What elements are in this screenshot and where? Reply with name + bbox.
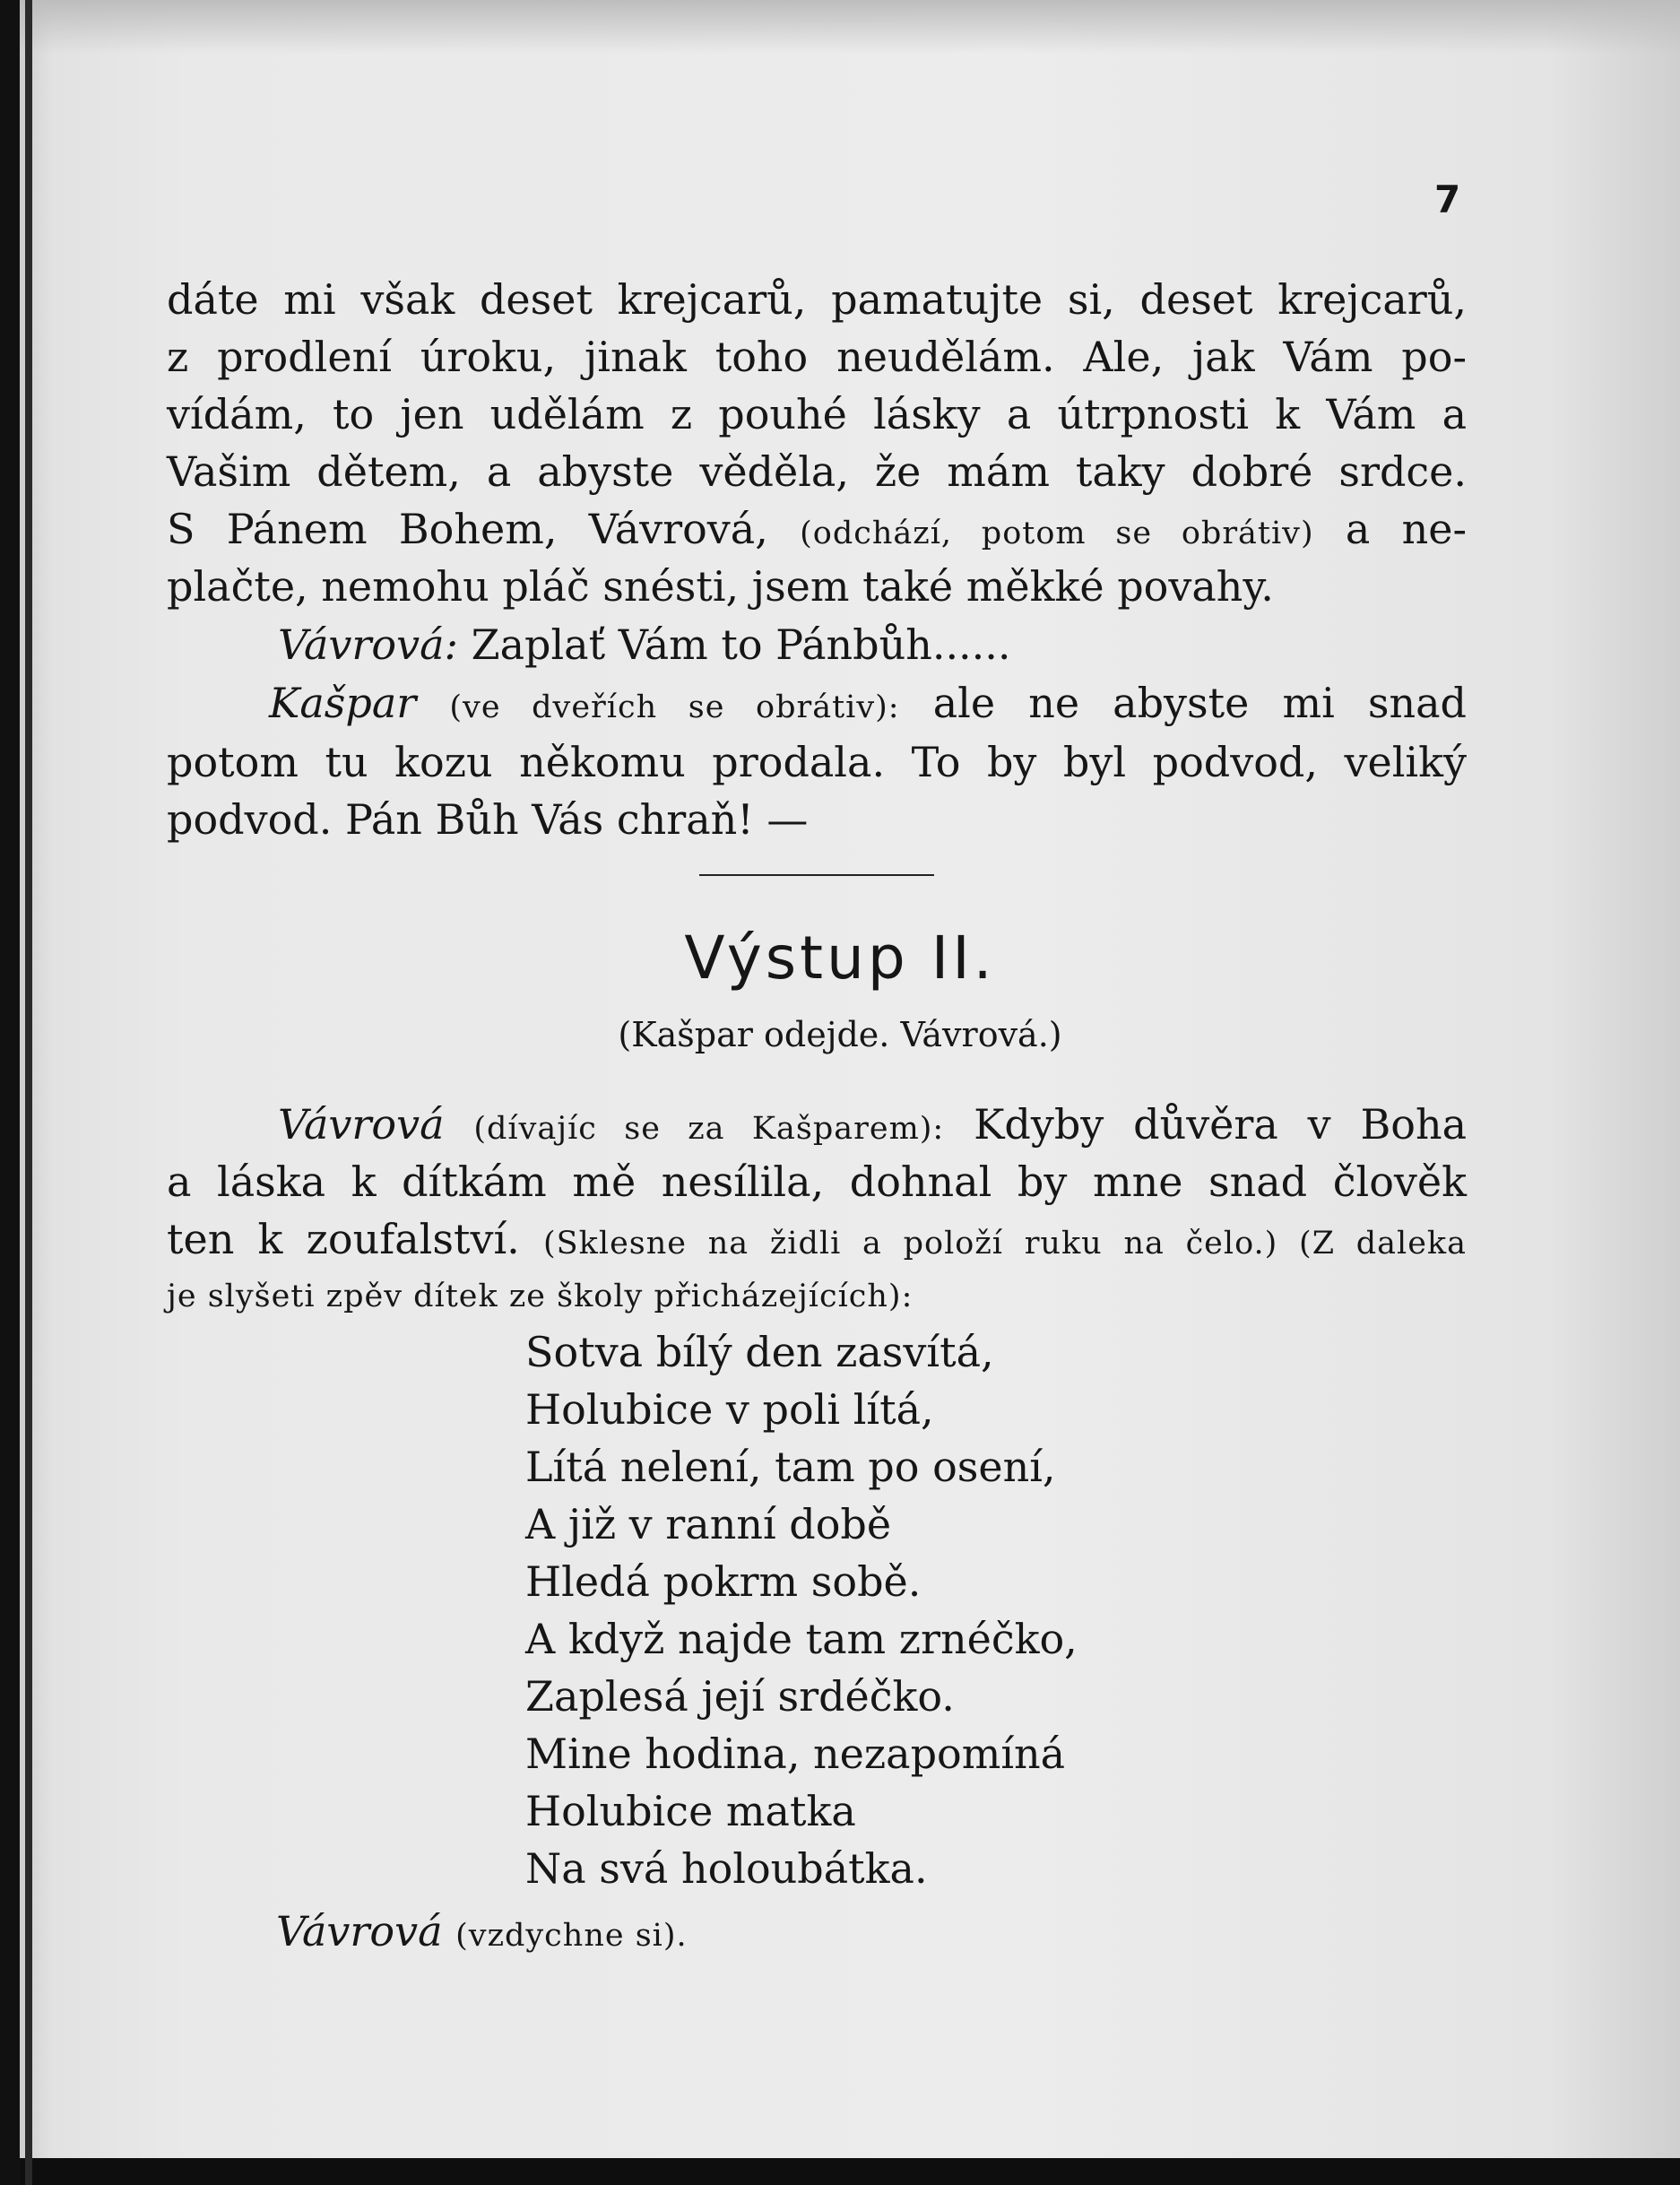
speech-text: Zaplať Vám to Pánbůh...... — [471, 620, 1011, 669]
page-number: 7 — [1434, 178, 1461, 221]
monologue-paragraph — [167, 1096, 1467, 1325]
text-line — [167, 1096, 1467, 1153]
text-line: Vašim dětem, a abyste věděla, že mám taky dobré srdce. — [167, 447, 1467, 496]
stage-direction: je slyšeti zpěv dítek ze školy přicházejících): — [167, 1279, 914, 1314]
speech-text: ten k zoufalství. — [167, 1215, 520, 1263]
stage-direction: (vzdychne si). — [455, 1918, 688, 1954]
speaker-name: Vávrová — [278, 1100, 445, 1149]
final-line — [276, 1903, 688, 1964]
book-spine — [25, 0, 32, 2185]
kaspar-paragraph — [167, 733, 1467, 848]
section-divider — [699, 874, 934, 876]
kaspar-reply — [269, 674, 1467, 736]
line-text: a ne- — [1345, 505, 1467, 553]
text-line: plačte, nemohu pláč snésti, jsem také měkké povahy. — [167, 562, 1274, 611]
stage-direction: (dívajíc se za Kašparem): — [473, 1111, 945, 1147]
speaker-name: Kašpar — [269, 679, 417, 727]
scene-title: Výstup II. — [684, 923, 996, 993]
scene-stage-direction: (Kašpar odejde. Vávrová.) — [618, 1015, 1062, 1054]
intro-paragraph — [167, 271, 1467, 615]
text-line: dáte mi však deset krejcarů, pamatujte si, deset krejcarů, — [167, 275, 1467, 324]
text-line: z prodlení úroku, jinak toho neudělám. Ale, jak Vám po- — [167, 333, 1467, 381]
song-line: Mine hodina, nezapomíná — [525, 1730, 1066, 1778]
speech-text: ale ne abyste mi snad — [932, 679, 1468, 727]
stage-direction: (ve dveřích se obrátiv): — [449, 689, 900, 725]
song-line: A již v ranní době — [525, 1500, 892, 1548]
speaker-name: Vávrová — [276, 1907, 443, 1955]
line-text: S Pánem Bohem, Vávrová, — [167, 505, 768, 553]
text-line: potom tu kozu někomu prodala. To by byl podvod, veliký — [167, 738, 1467, 786]
song-line: Na svá holoubátka. — [525, 1844, 928, 1893]
song-line: Holubice v poli lítá, — [525, 1385, 934, 1434]
song-line: Zaplesá její srdéčko. — [525, 1672, 955, 1721]
text-line: podvod. Pán Bůh Vás chraň! — — [167, 795, 809, 844]
song-line: Holubice matka — [525, 1787, 856, 1835]
speech-text: Kdyby důvěra v Boha — [974, 1100, 1468, 1149]
song-line: Lítá nelení, tam po osení, — [525, 1443, 1056, 1491]
song-line: A když najde tam zrnéčko, — [525, 1615, 1078, 1663]
text-line — [167, 500, 1467, 558]
song-line: Hledá pokrm sobě. — [525, 1557, 922, 1606]
vavrova-reply — [278, 616, 1011, 673]
speaker-name: Vávrová: — [278, 620, 459, 669]
stage-direction: (odchází, potom se obrátiv) — [800, 516, 1314, 551]
song-verse — [525, 1323, 1078, 1897]
text-line — [167, 1210, 1467, 1268]
text-line: a láska k dítkám mě nesílila, dohnal by mne snad člověk — [167, 1158, 1467, 1206]
song-line: Sotva bílý den zasvítá, — [525, 1328, 994, 1376]
stage-direction: (Sklesne na židli a položí ruku na čelo.) (Z daleka — [543, 1226, 1468, 1262]
text-line: vídám, to jen udělám z pouhé lásky a útrpnosti k Vám a — [167, 390, 1467, 438]
